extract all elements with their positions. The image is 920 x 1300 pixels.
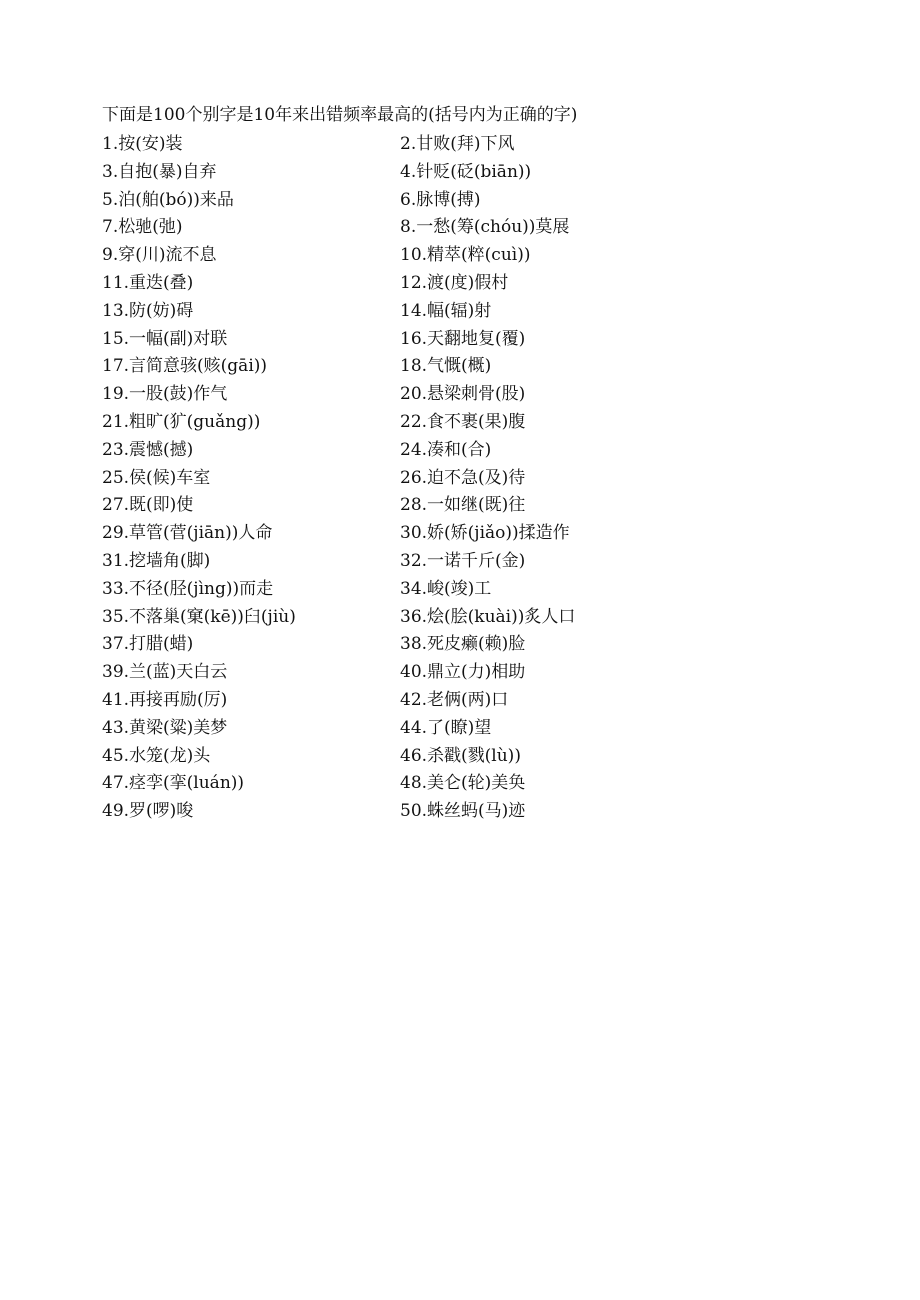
list-item: 46.杀戳(戮(lù)) xyxy=(400,745,521,766)
list-item: 12.渡(度)假村 xyxy=(400,272,509,293)
list-item: 29.草管(菅(jiān))人命 xyxy=(102,523,273,544)
list-item: 42.老俩(两)口 xyxy=(400,689,509,710)
list-item: 13.防(妨)碍 xyxy=(102,300,194,321)
list-item: 45.水笼(龙)头 xyxy=(102,745,211,766)
list-item: 39.兰(蓝)天白云 xyxy=(102,662,228,683)
list-item: 20.悬梁刺骨(股) xyxy=(400,384,526,405)
list-item: 27.既(即)使 xyxy=(102,495,194,516)
list-item: 4.针贬(砭(biān)) xyxy=(400,161,532,182)
list-item: 34.峻(竣)工 xyxy=(400,578,492,599)
list-item: 1.按(安)装 xyxy=(102,134,183,154)
list-item: 19.一股(鼓)作气 xyxy=(102,384,228,405)
list-item: 10.精萃(粹(cuì)) xyxy=(400,245,531,266)
list-item: 9.穿(川)流不息 xyxy=(102,245,217,266)
list-item: 33.不径(胫(jìng))而走 xyxy=(102,578,274,599)
list-item: 31.挖墙角(脚) xyxy=(102,550,211,571)
list-item: 44.了(瞭)望 xyxy=(400,717,492,738)
list-item: 18.气慨(概) xyxy=(400,356,492,377)
list-item: 32.一诺千斤(金) xyxy=(400,550,526,571)
list-item: 15.一幅(副)对联 xyxy=(102,328,228,349)
list-item: 49.罗(啰)唆 xyxy=(102,801,194,822)
list-item: 35.不落巢(窠(kē))臼(jiù) xyxy=(102,606,296,627)
list-item: 26.迫不急(及)待 xyxy=(400,467,526,488)
list-item: 14.幅(辐)射 xyxy=(400,300,492,321)
list-item: 22.食不裹(果)腹 xyxy=(400,411,526,432)
list-item: 24.凑和(合) xyxy=(400,439,492,460)
list-item: 47.痉孪(挛(luán)) xyxy=(102,773,245,794)
list-item: 30.娇(矫(jiǎo))揉造作 xyxy=(400,523,570,544)
list-item: 5.泊(舶(bó))来品 xyxy=(102,189,234,210)
list-item: 23.震憾(撼) xyxy=(102,439,194,460)
list-item: 16.天翻地复(覆) xyxy=(400,328,526,349)
list-item: 37.打腊(蜡) xyxy=(102,634,194,655)
list-item: 3.自抱(暴)自弃 xyxy=(102,161,217,182)
list-item: 6.脉博(搏) xyxy=(400,189,481,210)
list-item: 21.粗旷(犷(guǎng)) xyxy=(102,411,261,432)
list-item: 38.死皮癞(赖)脸 xyxy=(400,634,526,655)
list-item: 25.侯(候)车室 xyxy=(102,467,211,488)
list-item: 28.一如继(既)往 xyxy=(400,495,526,516)
list-item: 50.蛛丝蚂(马)迹 xyxy=(400,801,526,822)
list-item: 11.重迭(叠) xyxy=(102,272,194,293)
list-item: 43.黄梁(粱)美梦 xyxy=(102,717,228,738)
list-item: 48.美仑(轮)美奂 xyxy=(400,773,526,794)
document-title: 下面是100个别字是10年来出错频率最高的(括号内为正确的字) xyxy=(102,105,578,125)
list-item: 17.言简意骇(赅(gāi)) xyxy=(102,356,268,377)
list-item: 36.烩(脍(kuài))炙人口 xyxy=(400,606,576,627)
list-item: 8.一愁(筹(chóu))莫展 xyxy=(400,217,570,238)
list-item: 40.鼎立(力)相助 xyxy=(400,662,526,683)
list-item: 2.甘败(拜)下风 xyxy=(400,134,515,154)
list-item: 7.松驰(弛) xyxy=(102,217,183,238)
list-item: 41.再接再励(厉) xyxy=(102,689,228,710)
word-list xyxy=(102,132,802,827)
